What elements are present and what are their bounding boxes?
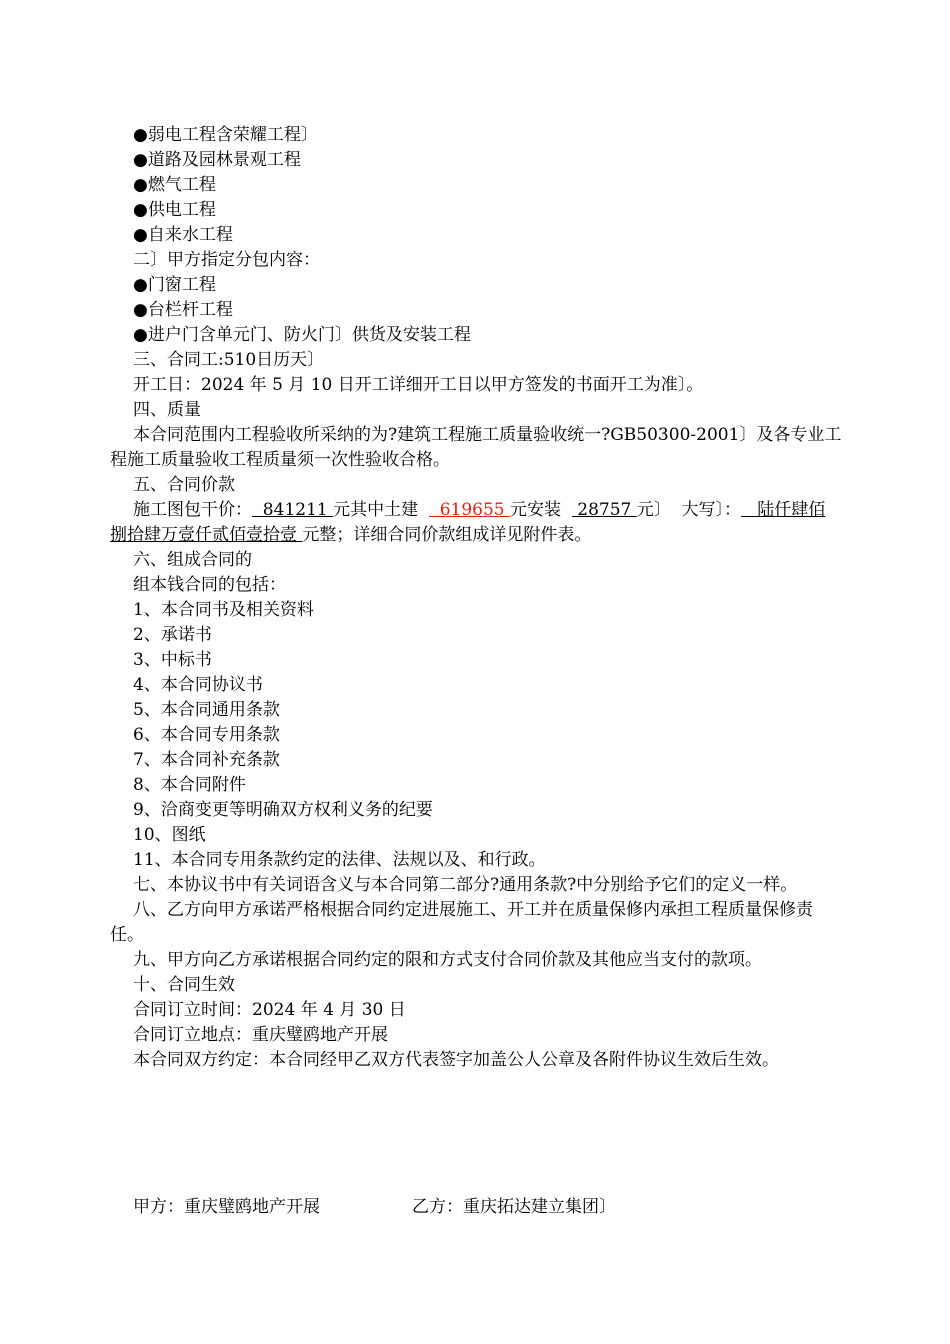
section-heading: 十、合同生效 bbox=[133, 975, 235, 995]
price-in-words: 陆仟肆佰捌拾肆万壹仟贰佰壹拾壹 bbox=[110, 500, 826, 545]
section-heading: 三、合同工:510日历天〕 bbox=[133, 350, 325, 370]
party-a-signature: 甲方：重庆璧鸥地产开展 bbox=[133, 1197, 320, 1217]
list-item: ●进户门含单元门、防火门〕供货及安装工程 bbox=[133, 325, 471, 345]
list-item: ●门窗工程 bbox=[133, 275, 216, 295]
list-item: 6、本合同专用条款 bbox=[133, 725, 280, 745]
price-prefix: 施工图包干价： bbox=[133, 500, 252, 520]
party-b-signature: 乙方：重庆拓达建立集团〕 bbox=[412, 1197, 616, 1217]
contract-body bbox=[110, 123, 842, 1073]
paragraph: 组本钱合同的包括： bbox=[133, 575, 286, 595]
paragraph: 八、乙方向甲方承诺严格根据合同约定进展施工、开工并在质量保修内承担工程质量保修责任。 bbox=[110, 900, 813, 945]
price-text: 元〕 大写〕： bbox=[636, 500, 742, 520]
price-paragraph bbox=[110, 498, 842, 548]
paragraph: 合同订立时间：2024 年 4 月 30 日 bbox=[133, 1000, 406, 1020]
price-suffix: 元整；详细合同价款组成详见附件表。 bbox=[302, 525, 592, 545]
price-install: 28757 bbox=[571, 500, 637, 520]
list-item: ●供电工程 bbox=[133, 200, 216, 220]
section-heading: 五、合同价款 bbox=[133, 475, 235, 495]
section-heading: 六、组成合同的 bbox=[133, 550, 252, 570]
list-item: ●自来水工程 bbox=[133, 225, 233, 245]
list-item: 5、本合同通用条款 bbox=[133, 700, 280, 720]
paragraph: 九、甲方向乙方承诺根据合同约定的限和方式支付合同价款及其他应当支付的款项。 bbox=[133, 950, 762, 970]
list-item: ●台栏杆工程 bbox=[133, 300, 233, 320]
price-text: 元安装 bbox=[510, 500, 572, 520]
section-heading: 四、质量 bbox=[133, 400, 201, 420]
list-item: 4、本合同协议书 bbox=[133, 675, 263, 695]
list-item: 3、中标书 bbox=[133, 650, 212, 670]
list-item: ●弱电工程含荣耀工程〕 bbox=[133, 125, 318, 145]
list-item: 2、承诺书 bbox=[133, 625, 212, 645]
price-civil: 619655 bbox=[428, 500, 511, 520]
list-item: ●燃气工程 bbox=[133, 175, 216, 195]
list-item: 8、本合同附件 bbox=[133, 775, 246, 795]
price-text: 元其中土建 bbox=[333, 500, 429, 520]
price-total: 841211 bbox=[252, 500, 334, 520]
list-item: 1、本合同书及相关资料 bbox=[133, 600, 314, 620]
paragraph: 本合同范围内工程验收所采纳的为?建筑工程施工质量验收统一?GB50300-2001〕及各专业工程施工质量验收工程质量须一次性验收合格。 bbox=[110, 425, 842, 470]
paragraph: 合同订立地点：重庆璧鸥地产开展 bbox=[133, 1025, 388, 1045]
list-item: ●道路及园林景观工程 bbox=[133, 150, 301, 170]
paragraph: 本合同双方约定：本合同经甲乙双方代表签字加盖公人公章及各附件协议生效后生效。 bbox=[133, 1050, 779, 1070]
paragraph: 开工日：2024 年 5 月 10 日开工详细开工日以甲方签发的书面开工为准〕。 bbox=[133, 375, 704, 395]
list-item: 11、本合同专用条款约定的法律、法规以及、和行政。 bbox=[133, 850, 546, 870]
paragraph: 七、本协议书中有关词语含义与本合同第二部分?通用条款?中分别给予它们的定义一样。 bbox=[133, 875, 798, 895]
list-item: 9、洽商变更等明确双方权利义务的纪要 bbox=[133, 800, 433, 820]
list-item: 10、图纸 bbox=[133, 825, 206, 845]
list-item: 7、本合同补充条款 bbox=[133, 750, 280, 770]
section-heading: 二〕甲方指定分包内容： bbox=[133, 250, 320, 270]
